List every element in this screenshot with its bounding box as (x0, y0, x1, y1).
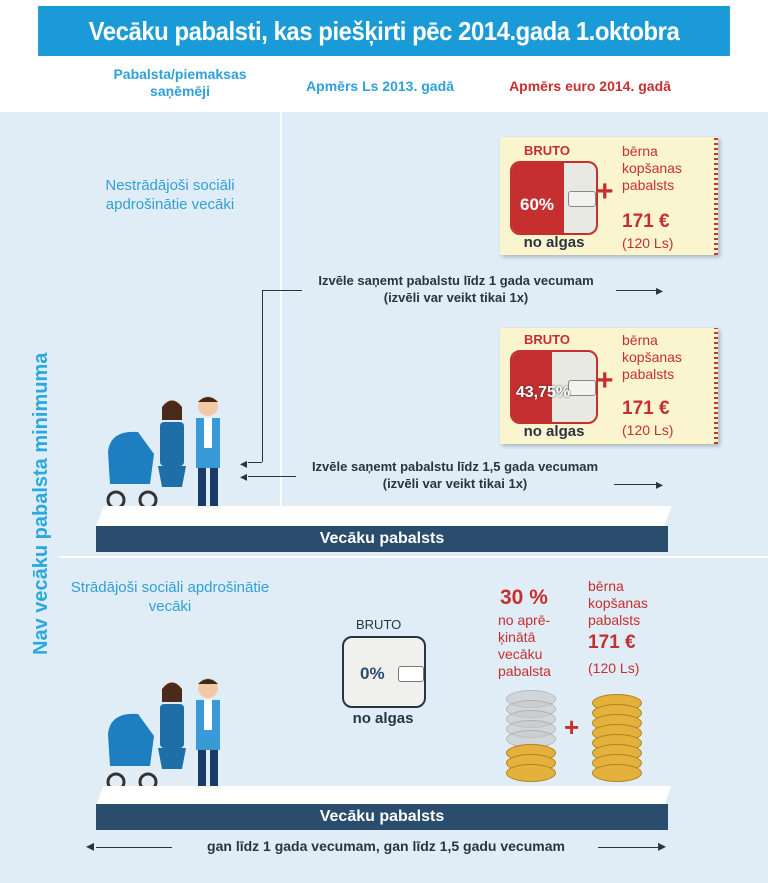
section-divider (60, 556, 768, 558)
arrow-right-icon: ▸ (658, 838, 667, 855)
choice-note-1-year: Izvēle saņemt pabalstu līdz 1 gada vecumam (izvēli var veikt tikai 1x) (318, 273, 594, 305)
arrow-left-icon: ◂ (240, 455, 248, 471)
bruto-label: BRUTO (524, 143, 570, 158)
platform-bar: Vecāku pabalsts (96, 526, 668, 552)
arrow-line (614, 484, 660, 485)
coin-stack-small-icon (506, 690, 558, 790)
bruto-label: BRUTO (356, 617, 402, 632)
page-title: Vecāku pabalsti, kas piešķirti pēc 2014.gada 1.oktobra (38, 6, 730, 56)
family-illustration (100, 674, 240, 799)
percent-label: 0% (360, 664, 385, 683)
amount-ls: (120 Ls) (622, 422, 674, 438)
arrow-line (248, 476, 296, 477)
column-header-euro-2014: Apmērs euro 2014. gadā (509, 78, 671, 94)
arrow-line (598, 847, 662, 848)
plus-icon: + (564, 712, 580, 742)
percent-label: 43,75% (515, 384, 571, 401)
percent-30-label: 30 % (500, 586, 548, 609)
no-algas-label: no algas (352, 710, 414, 727)
amount-eur: 171 € (622, 211, 670, 232)
plus-icon: + (596, 175, 614, 208)
column-header-ls-2013: Apmērs Ls 2013. gadā (306, 78, 454, 94)
amount-ls: (120 Ls) (622, 235, 674, 251)
column-divider (280, 112, 282, 552)
amount-eur: 171 € (588, 632, 636, 653)
arrow-line (616, 290, 660, 291)
no-algas-label: no algas (523, 234, 585, 251)
group-label-non-working: Nestrādājoši sociāli apdrošinātie vecāki (105, 177, 235, 213)
percent-label: 60% (519, 195, 555, 214)
benefit-card-60 (500, 137, 718, 255)
platform-top (97, 786, 672, 804)
platform-top (96, 506, 671, 526)
family-illustration (100, 392, 240, 517)
bottom-note: gan līdz 1 gada vecumam, gan līdz 1,5 gadu vecumam (207, 838, 565, 854)
arrow-line (248, 462, 262, 463)
arrow-right-icon: ▸ (656, 282, 664, 298)
arrow-line (262, 290, 302, 291)
choice-note-1-5-year: Izvēle saņemt pabalstu līdz 1,5 gada vecumam (izvēli var veikt tikai 1x) (311, 459, 599, 491)
percent-30-desc: no aprē-ķinātā vecāku pabalsta (498, 612, 551, 679)
plus-icon: + (596, 364, 614, 397)
arrow-right-icon: ▸ (656, 476, 664, 492)
no-algas-label: no algas (523, 423, 585, 440)
arrow-line (96, 847, 172, 848)
platform-bar: Vecāku pabalsts (96, 804, 668, 830)
bruto-label: BRUTO (524, 332, 570, 347)
side-label: Nav vecāku pabalsta minimuma (30, 352, 52, 655)
benefit-label: bērna kopšanas pabalsts (622, 332, 682, 382)
arrow-left-icon: ◂ (240, 468, 248, 484)
amount-eur: 171 € (622, 398, 670, 419)
benefit-label: bērna kopšanas pabalsts (588, 578, 648, 628)
benefit-label: bērna kopšanas pabalsts (622, 143, 682, 193)
coin-stack-large-icon (592, 694, 644, 794)
amount-ls: (120 Ls) (588, 660, 640, 676)
column-header-recipients: Pabalsta/piemaksas saņēmēji (113, 66, 247, 99)
group-label-working: Strādājoši sociāli apdrošinātie vecāki (70, 579, 270, 615)
benefit-card-43 (500, 328, 718, 444)
connector-line (262, 290, 263, 462)
arrow-left-icon: ◂ (86, 838, 95, 855)
